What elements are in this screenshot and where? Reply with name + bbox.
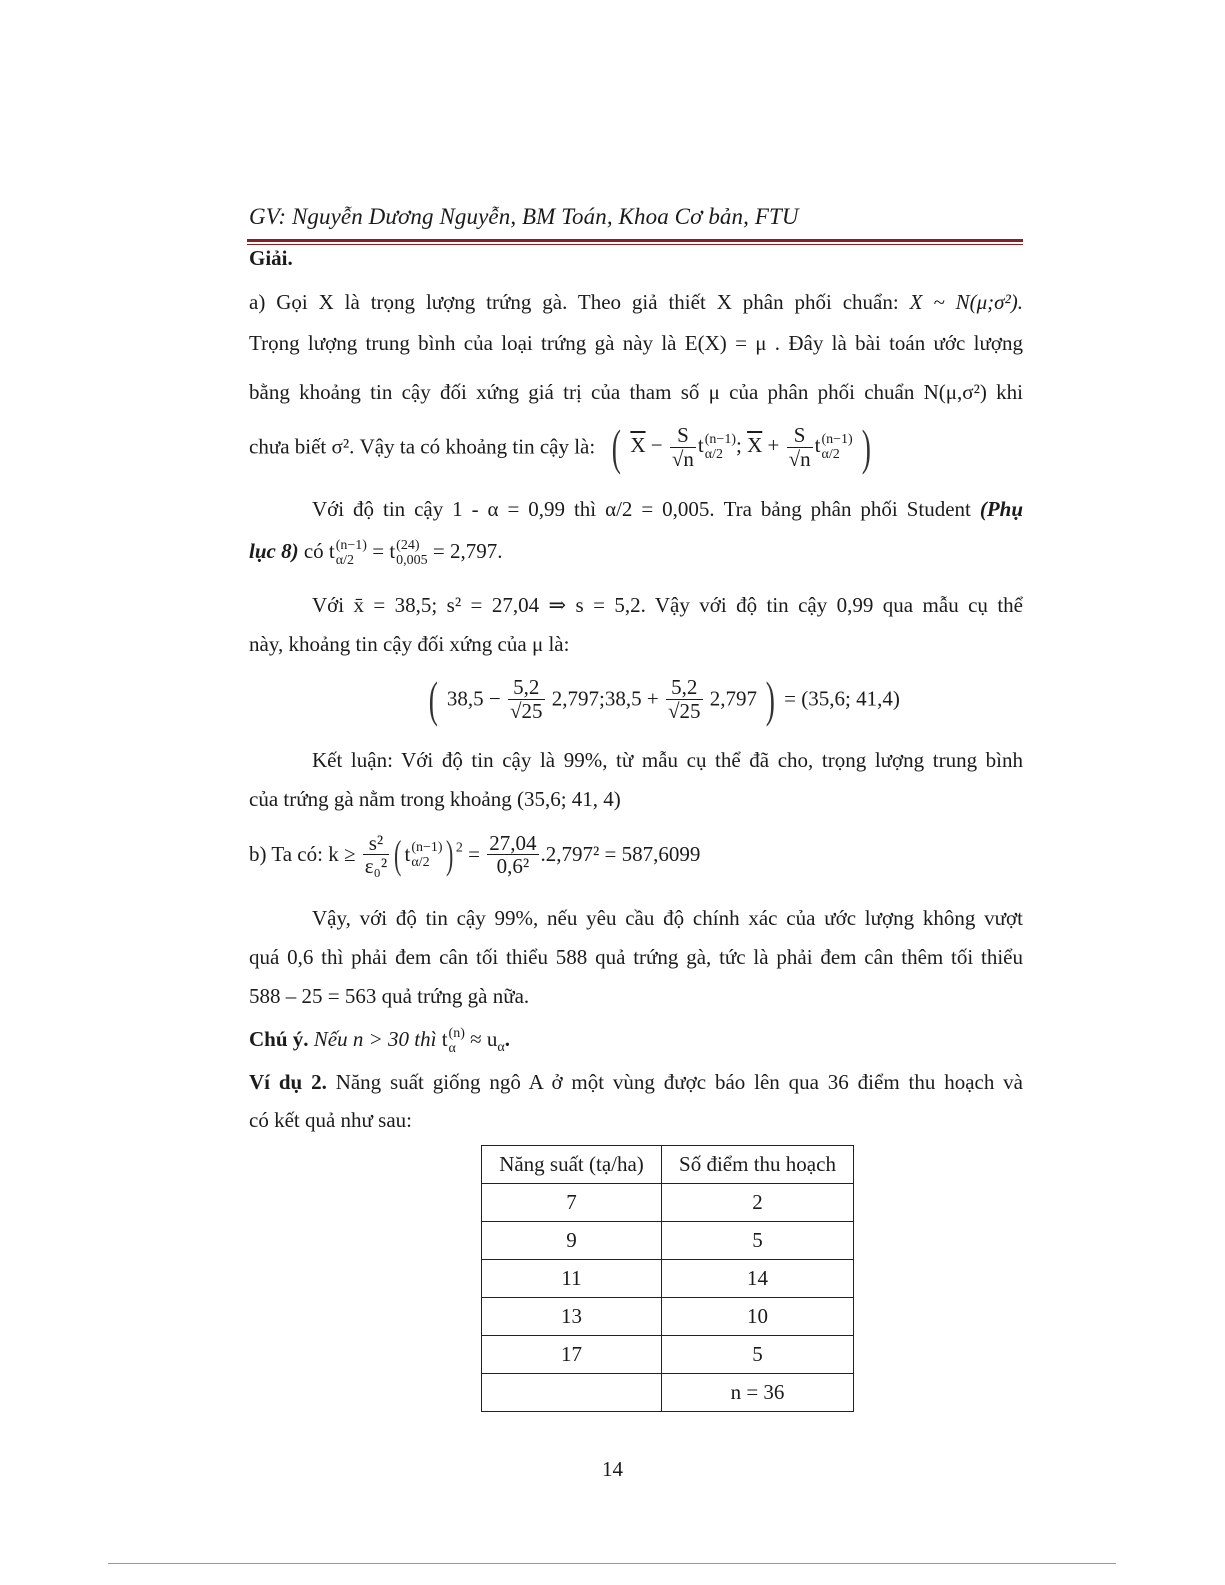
num-frac-2-den: √25 (667, 698, 701, 723)
t-alpha2: t (328, 538, 335, 563)
example-label: Ví dụ 2. (249, 1070, 327, 1094)
t-symbol-2: t (814, 432, 821, 457)
paragraph-p1 (312, 497, 1023, 522)
b-conclusion-line2: quá 0,6 thì phải đem cân tối thiểu 588 quả trứng gà, tức là phải đem cân thêm tối thiểu (249, 945, 1023, 969)
b-conclusion-line3: 588 – 25 = 563 quả trứng gà nữa. (249, 984, 530, 1008)
yield-table (481, 1145, 854, 1412)
note-end: . (504, 1026, 510, 1051)
paragraph-b (249, 832, 700, 877)
t-scripts-2 (821, 432, 852, 462)
note-u-sub: α (497, 1040, 505, 1055)
p2-co: có (303, 538, 324, 563)
num-frac-1-den: √25 (510, 698, 543, 723)
num-frac-1 (508, 676, 545, 721)
xbar: $\overline{X}$ (630, 432, 646, 457)
num-frac-1-num: 5,2 (508, 676, 545, 699)
b-conclusion-line1: Vậy, với độ tin cậy 99%, nếu yêu cầu độ chính xác của ước lượng không vượt (312, 906, 1023, 930)
b-t-sup: (n−1) (411, 839, 443, 855)
paragraph-p3: Với x̄ = 38,5; s² = 27,04 ⇒ s = 5,2. Vậy với độ tin cậy 0,99 qua mẫu cụ thể (312, 593, 1023, 617)
table-total-cell: n = 36 (662, 1374, 854, 1412)
table-cell: 2 (662, 1184, 854, 1222)
t-24: t (389, 538, 396, 563)
t-scripts (705, 432, 736, 462)
example-line1 (249, 1070, 1023, 1095)
table-cell (482, 1374, 662, 1412)
paragraph-p2 (249, 538, 503, 568)
solution-heading: Giải. (249, 246, 293, 270)
table-cell: 17 (482, 1336, 662, 1374)
table-cell: 5 (662, 1336, 854, 1374)
p2-t2-scripts (396, 538, 428, 568)
p1-text: Với độ tin cậy 1 - α = 0,99 thì α/2 = 0,005. Tra bảng phân phối Student (312, 497, 971, 521)
b-t-scripts (411, 840, 442, 870)
frac-den-2: √n (788, 446, 811, 471)
table-row (482, 1336, 854, 1374)
table-row (482, 1222, 854, 1260)
frac-den: √n (671, 446, 694, 471)
note (249, 1026, 510, 1056)
num-t-val: 2,797;38,5 + (551, 686, 659, 711)
p2-eq: = (372, 538, 385, 563)
b-rest: .2,797² = 587,6099 (540, 842, 701, 867)
paragraph-a-line3: bằng khoảng tin cậy đối xứng giá trị của tham số μ của phân phối chuẩn N(μ,σ²) khi (249, 380, 1023, 404)
frac-num: S (670, 424, 696, 447)
table-header-count: Số điểm thu hoạch (662, 1146, 854, 1184)
header-rule-thick (247, 239, 1023, 242)
footer-rule (108, 1563, 1116, 1564)
xbar-2: $\overline{X}$ (747, 432, 763, 457)
p2-value: = 2,797. (432, 538, 503, 563)
p2-t2-sub: 0,005 (396, 553, 428, 568)
s-over-sqrt-n (670, 424, 696, 469)
table-row (482, 1184, 854, 1222)
p2-t1-sub: α/2 (335, 553, 354, 568)
table-cell: 9 (482, 1222, 662, 1260)
b-eps: ε₀² (364, 854, 388, 879)
t-sup-2: (n−1) (821, 432, 853, 447)
num-left-a: 38,5 − (446, 686, 501, 711)
t-sub-2: α/2 (821, 447, 840, 462)
paragraph-a-line1 (249, 290, 1023, 315)
header-rule-thin (247, 244, 1023, 245)
b-s2: s² (363, 832, 389, 855)
num-t-val2: 2,797 (709, 686, 757, 711)
minus-sign: − (650, 432, 663, 457)
t-symbol: t (697, 432, 704, 457)
b-t-sub: α/2 (411, 854, 430, 870)
frac-num-2: S (787, 424, 813, 447)
b-left-paren: ( (394, 831, 402, 877)
example-text1: Năng suất giống ngô A ở một vùng được báo lên qua 36 điểm thu hoạch và (335, 1070, 1024, 1094)
b-k: k ≥ (328, 842, 356, 867)
table-cell: 11 (482, 1260, 662, 1298)
b-frac-num (487, 832, 538, 877)
num-frac-2 (666, 676, 703, 721)
table-cell: 5 (662, 1222, 854, 1260)
table-cell: 14 (662, 1260, 854, 1298)
table-total-row (482, 1374, 854, 1412)
b-eq: = (468, 842, 480, 867)
b-right-paren: ) (445, 831, 453, 877)
num-result: = (35,6; 41,4) (784, 686, 900, 711)
a1-text: a) Gọi X là trọng lượng trứng gà. Theo giả thiết X phân phối chuẩn: (249, 290, 899, 314)
a1-formula: X ~ N(μ;σ²). (909, 290, 1024, 314)
table-row (482, 1260, 854, 1298)
conclusion-line1: Kết luận: Với độ tin cậy là 99%, từ mẫu cụ thể đã cho, trọng lượng trung bình (312, 748, 1023, 772)
t-sub: α/2 (704, 447, 723, 462)
note-label: Chú ý. (249, 1026, 309, 1051)
page-header: GV: Nguyễn Dương Nguyễn, BM Toán, Khoa Cơ bản, FTU (249, 204, 799, 229)
table-header-row (482, 1146, 854, 1184)
table-header-yield: Năng suất (tạ/ha) (482, 1146, 662, 1184)
note-t: t (441, 1026, 448, 1051)
b-den: 0,6² (496, 854, 530, 879)
note-t-scripts (449, 1026, 465, 1056)
note-text: Nếu n > 30 thì (313, 1026, 437, 1051)
b-num: 27,04 (489, 831, 537, 855)
num-right-paren: ) (765, 671, 776, 727)
example-line2: có kết quả như sau: (249, 1108, 413, 1132)
note-t-sub: α (448, 1041, 456, 1056)
paragraph-a-line4 (249, 419, 875, 475)
b-t: t (404, 842, 411, 867)
note-t-sup: (n) (448, 1026, 465, 1041)
plus-sign: + (767, 432, 780, 457)
table-row (482, 1298, 854, 1336)
b-text: b) Ta có: (249, 842, 323, 867)
s-over-sqrt-n-2 (787, 424, 813, 469)
table-cell: 10 (662, 1298, 854, 1336)
paragraph-p4: này, khoảng tin cậy đối xứng của μ là: (249, 632, 570, 656)
note-rest: ≈ u (470, 1026, 498, 1051)
b-frac-s2-eps (363, 832, 389, 877)
separator: ; (736, 432, 742, 457)
a4-text: chưa biết σ². Vậy ta có khoảng tin cậy là: (249, 434, 596, 459)
p2-t1-sup: (n−1) (335, 538, 367, 553)
p2-ref: lục 8) (249, 538, 299, 563)
ci-numeric-formula (425, 671, 900, 727)
paragraph-a-line2: Trọng lượng trung bình của loại trứng gà này là E(X) = μ . Đây là bài toán ước lượng (249, 331, 1023, 355)
t-sup: (n−1) (704, 432, 736, 447)
table-cell: 13 (482, 1298, 662, 1336)
right-paren: ) (861, 419, 871, 475)
num-frac-2-num: 5,2 (666, 676, 703, 699)
p2-t2-sup: (24) (396, 538, 420, 553)
conclusion-line2: của trứng gà nằm trong khoảng (35,6; 41, 4) (249, 787, 621, 811)
page-number: 14 (602, 1457, 623, 1481)
left-paren: ( (612, 419, 622, 475)
table-cell: 7 (482, 1184, 662, 1222)
p2-t1-scripts (336, 538, 367, 568)
b-square: 2 (455, 840, 463, 856)
ci-general-formula (608, 419, 874, 475)
p1-ref: (Phụ (979, 497, 1024, 521)
num-left-paren: ( (428, 671, 438, 727)
